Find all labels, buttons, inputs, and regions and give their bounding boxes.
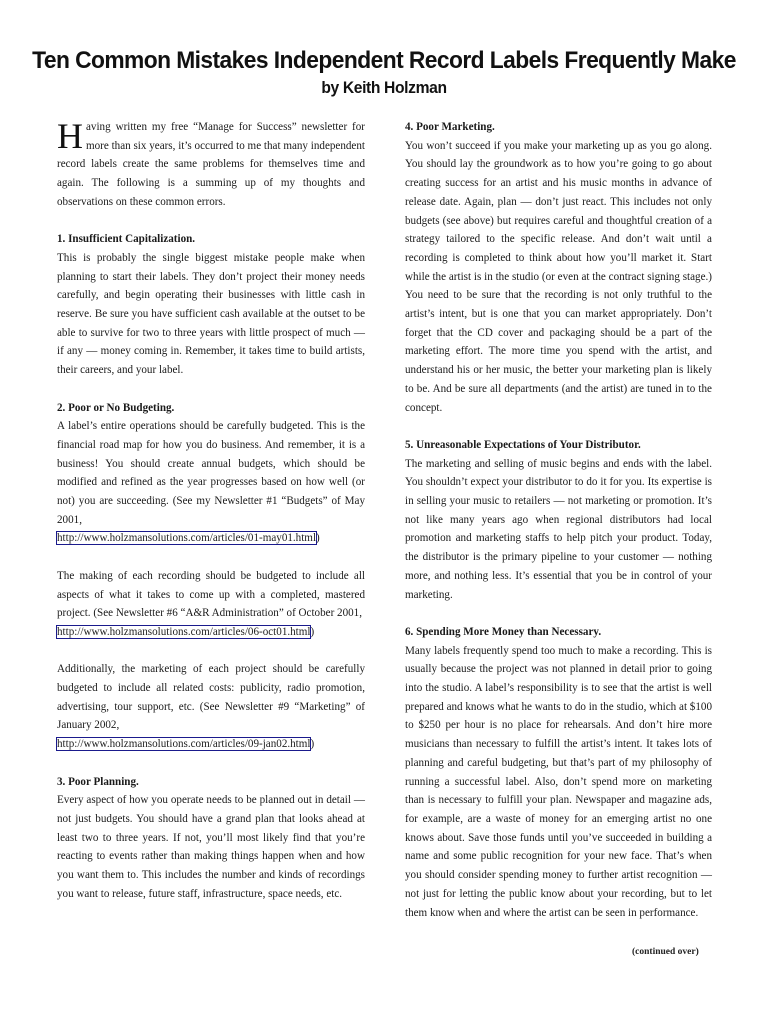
link-suffix: ) [316, 532, 320, 545]
section-body: The marketing and selling of music begins and ends with the label. You shouldn’t expect your distributor to do it for you. Its expertise is in selling your music to retailers — not marketing or promotion. It’s not like many years ago when regional distributors had local promotion and marketing staffs to help pitch your product. Today, the distributor is the primary pipeline to your customer — nothing more, and nothing less. It’s essential that you be in control of your marketing. [405, 457, 712, 601]
section-2 [57, 399, 365, 549]
section-body [57, 567, 365, 642]
newsletter-link-ar-admin[interactable]: http://www.holzmansolutions.com/articles/06-oct01.html [57, 625, 311, 638]
newsletter-link-budgets[interactable]: http://www.holzmansolutions.com/articles/01-may01.html [57, 532, 317, 545]
link-suffix: ) [310, 738, 315, 751]
section-body: Every aspect of how you operate needs to be planned out in detail — not just budgets. You should have a grand plan that looks ahead at least two to three years. If not, you’ll most likely find that you’re reacting to events rather than making things happen when and how you want them to. This includes the number and kinds of recordings you want to release, future staff, infrastructure, space needs, etc. [57, 794, 365, 900]
section-body: This is probably the single biggest mistake people make when planning to start their labels. They don’t project their money needs carefully, and begin operating their businesses with little cash in reserve. Be sure you have sufficient cash available at the outset to be able to survive for two to three years with little prospect of much — if any — money coming in. Remember, it takes time to build artists, their careers, and your label. [57, 251, 365, 377]
newsletter-link-marketing[interactable]: http://www.holzmansolutions.com/articles/09-jan02.html [57, 738, 311, 751]
section-4 [405, 118, 712, 417]
section-1 [57, 230, 365, 380]
left-column [57, 118, 365, 922]
section-heading: 4. Poor Marketing. [405, 121, 495, 133]
section-heading: 5. Unreasonable Expectations of Your Distributor. [405, 438, 641, 451]
section-6 [405, 623, 712, 922]
section-heading: 6. Spending More Money than Necessary. [405, 625, 602, 638]
link-suffix: ) [310, 625, 315, 638]
section-text: The making of each recording should be budgeted to include all aspects of what it takes to come up with a completed, mastered project. (See Newsletter #6 “A&R Administration” of October 2001, [57, 569, 365, 620]
page-title: Ten Common Mistakes Independent Record Labels Frequently Make [32, 47, 736, 74]
section-body: You won’t succeed if you make your marketing up as you go along. You should lay the groundwork as to how you’re going to go about creating success for an artist and his music months in advance of release date. Again, plan — don’t just react. This includes not only budgets (see above) but requires careful and thoughtful creation of a strategy tailored to the specific release. And don’t wait until a recording is completed to think about how you’ll market it. Start while the artist is in the studio (or even at the contract signing stage.) You need to be sure that the recording is not only truthful to the artist’s intent, but is one that you can market appropriately. Don’t forget that the CD cover and packaging should be a part of the marketing effort. The more time you spend with the artist, and understand his or her music, the better your marketing plan is likely to be. And be sure all departments (and the artist) are tuned in to the concept. [405, 139, 712, 414]
section-2-recording [57, 567, 365, 642]
right-column [405, 118, 712, 941]
section-text: Additionally, the marketing of each project should be carefully budgeted to include all related costs: publicity, radio promotion, advertising, tour support, etc. (See Newsletter #9 “Marketing” of January 2002, [57, 663, 365, 732]
section-heading: 1. Insufficient Capitalization. [57, 233, 196, 246]
section-5 [405, 436, 712, 604]
author-byline: by Keith Holzman [321, 78, 447, 97]
continued-note: (continued over) [632, 947, 699, 957]
section-2-marketing [57, 660, 365, 754]
section-text: A label’s entire operations should be carefully budgeted. This is the financial road map for how you do business. And remember, it is a business! You should create annual budgets, which should be modified and refined as the year progresses based on how well (or not) you are succeeding. (See my Newsletter #1 “Budgets” of May 2001, [57, 420, 365, 526]
section-body [57, 417, 365, 548]
section-3 [57, 773, 365, 904]
intro-paragraph [57, 118, 365, 212]
section-heading: 3. Poor Planning. [57, 775, 139, 788]
section-heading: 2. Poor or No Budgeting. [57, 401, 175, 414]
section-body [57, 660, 365, 754]
drop-cap: H [57, 116, 83, 156]
intro-text: aving written my free “Manage for Success” newsletter for more than six years, it’s occurred to me that many independent record labels create the same problems for themselves time and again. The following is a summing up of my thoughts and observations on these common errors. [57, 121, 365, 208]
section-body: Many labels frequently spend too much to make a recording. This is usually because the project was not planned in detail prior to going into the studio. A label’s responsibility is to see that the artist is well prepared and knows what he wants to do in the studio, which at $100 to $250 per hour is no place for rehearsals. And don’t hire more musicians than necessary to fulfill the artist’s intent. It takes lots of planning and careful budgeting, but that’s part of my philosophy of running a successful label. Also, don’t spend more on marketing than is necessary to fulfill your plan. Newspaper and magazine ads, for example, are a waste of money for an emerging artist no one knows about. Save those funds until you’ve succeeded in building a name and some public recognition for your new face. That’s when you should consider spending money to further artist recognition — not just for letting the public know about your recording, but to let them know when and where the artist can be seen in performance. [405, 644, 712, 919]
